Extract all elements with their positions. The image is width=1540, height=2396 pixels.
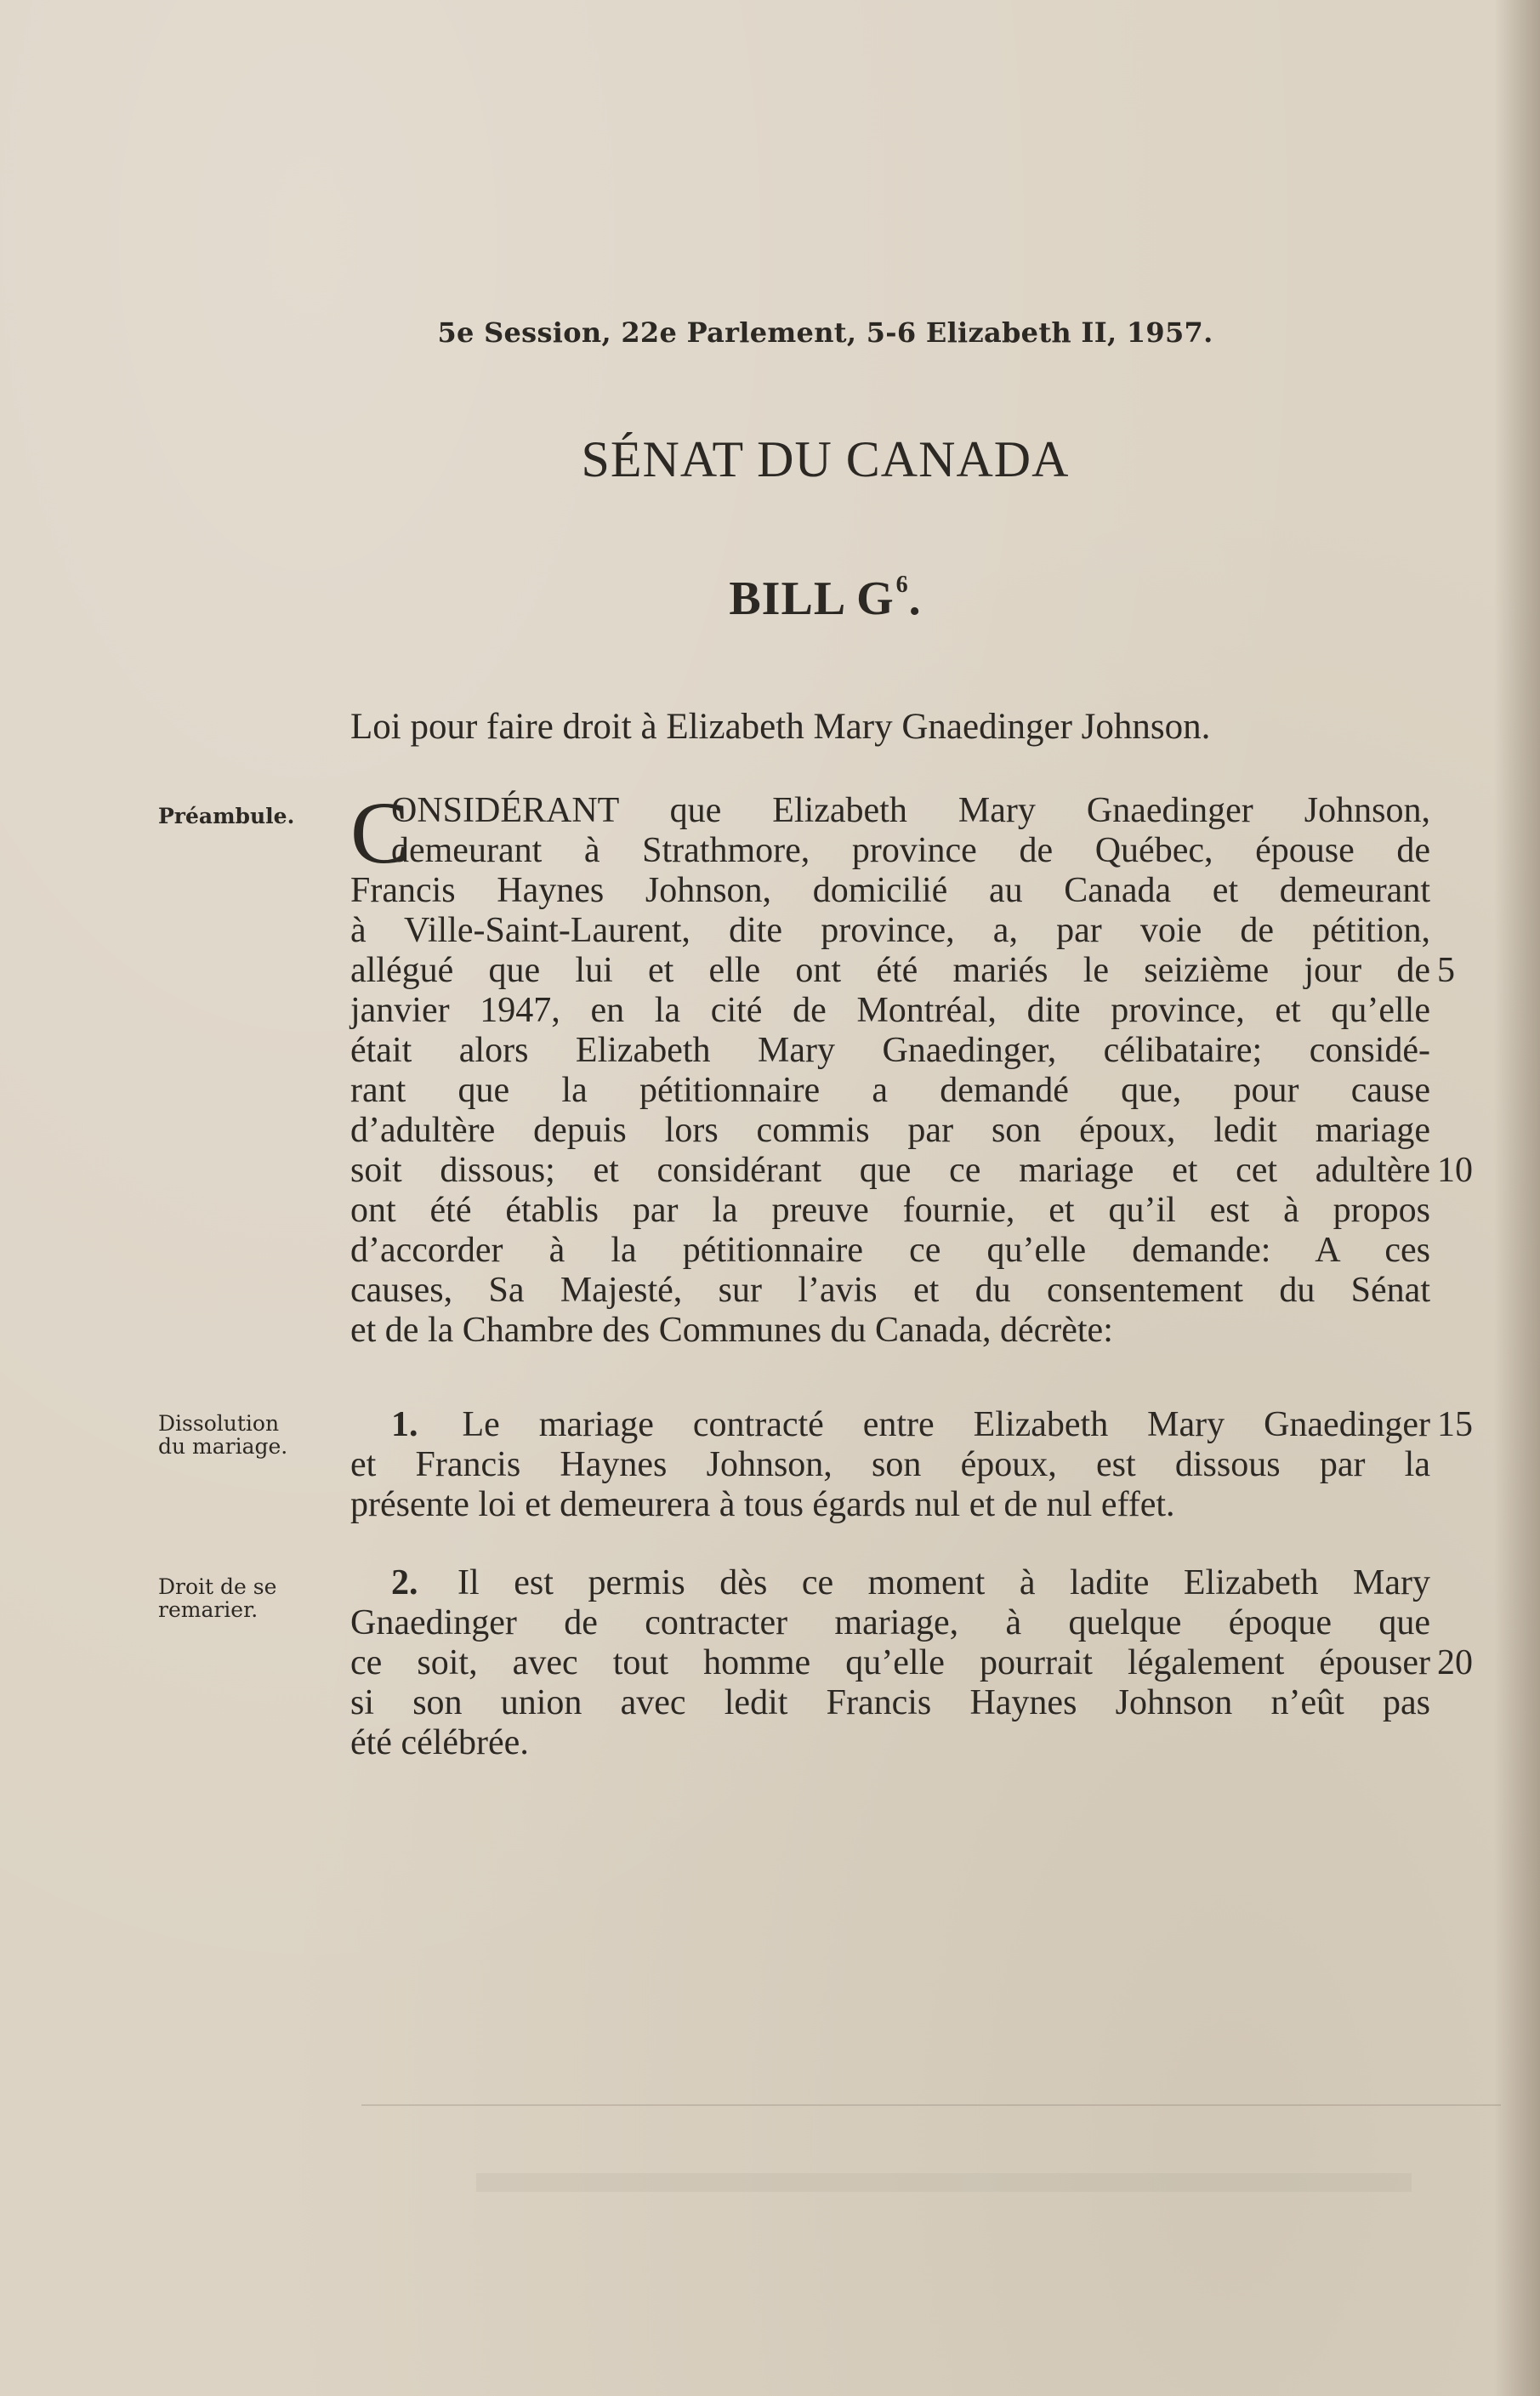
- line-number-5: 5: [1437, 951, 1455, 990]
- section-2-line: été célébrée.: [350, 1723, 529, 1762]
- bill-title-superscript: 6: [895, 572, 909, 598]
- preamble-line: Francis Haynes Johnson, domicilié au Canada et demeurant: [350, 871, 1430, 910]
- marginal-note-preamble: Préambule.: [158, 804, 295, 828]
- show-through-rule: [361, 2104, 1501, 2106]
- section-1-line: et Francis Haynes Johnson, son époux, est dissous par la: [350, 1445, 1430, 1484]
- marginal-note-dissolution-line2: du mariage.: [158, 1434, 288, 1459]
- section-1-first-text: Le mariage contracté entre Elizabeth Mary Gnaedinger: [462, 1405, 1430, 1444]
- preamble-line: causes, Sa Majesté, sur l’avis et du consentement du Sénat: [350, 1271, 1430, 1310]
- session-header: 5e Session, 22e Parlement, 5-6 Elizabeth II, 1957.: [437, 316, 1213, 349]
- preamble-line: d’adultère depuis lors commis par son époux, ledit mariage: [350, 1111, 1430, 1150]
- preamble-line: rant que la pétitionnaire a demandé que, pour cause: [350, 1071, 1430, 1110]
- marginal-note-remarry-line1: Droit de se: [158, 1574, 277, 1599]
- preamble-line: demeurant à Strathmore, province de Québec, épouse de: [391, 831, 1430, 870]
- act-title: Loi pour faire droit à Elizabeth Mary Gnaedinger Johnson.: [350, 707, 1211, 747]
- section-1-line: présente loi et demeurera à tous égards nul et de nul effet.: [350, 1485, 1175, 1524]
- section-2-number: 2.: [391, 1563, 418, 1602]
- bill-title: [0, 572, 1540, 626]
- bill-title-main: BILL G: [729, 572, 895, 625]
- line-number-20: 20: [1437, 1643, 1473, 1682]
- bill-title-period: .: [908, 572, 922, 625]
- line-number-15: 15: [1437, 1405, 1473, 1444]
- preamble-line: janvier 1947, en la cité de Montréal, dite province, et qu’elle: [350, 991, 1430, 1030]
- section-2: [350, 1563, 1430, 1763]
- line-number-10: 10: [1437, 1151, 1473, 1190]
- chamber-title: SÉNAT DU CANADA: [581, 431, 1070, 487]
- preamble-dropcap: C: [350, 784, 410, 882]
- marginal-note-remarry: [158, 1575, 320, 1621]
- preamble-paragraph: [350, 784, 1430, 1351]
- preamble-line: d’accorder à la pétitionnaire ce qu’elle demande: A ces: [350, 1231, 1430, 1270]
- preamble-line: était alors Elizabeth Mary Gnaedinger, célibataire; considé-: [350, 1031, 1430, 1070]
- preamble-line: soit dissous; et considérant que ce mariage et cet adultère: [350, 1151, 1430, 1190]
- section-1: [350, 1405, 1430, 1525]
- section-2-line: ce soit, avec tout homme qu’elle pourrait légalement épouser: [350, 1643, 1430, 1682]
- preamble-line: allégué que lui et elle ont été mariés le seizième jour de: [350, 951, 1430, 990]
- section-2-first-text: Il est permis dès ce moment à ladite Elizabeth Mary: [457, 1563, 1430, 1602]
- preamble-line: ont été établis par la preuve fournie, et qu’il est à propos: [350, 1191, 1430, 1230]
- preamble-line: à Ville-Saint-Laurent, dite province, a, par voie de pétition,: [350, 911, 1430, 950]
- show-through-text: [476, 2173, 1412, 2192]
- section-2-line: si son union avec ledit Francis Haynes Johnson n’eût pas: [350, 1683, 1430, 1722]
- marginal-note-dissolution-line1: Dissolution: [158, 1411, 280, 1436]
- marginal-note-dissolution: [158, 1412, 320, 1458]
- section-2-line: [350, 1563, 1430, 1603]
- section-1-number: 1.: [391, 1405, 418, 1444]
- preamble-line: et de la Chambre des Communes du Canada, décrète:: [350, 1311, 1113, 1350]
- section-2-line: Gnaedinger de contracter mariage, à quelque époque que: [350, 1603, 1430, 1642]
- marginal-note-remarry-line2: remarier.: [158, 1597, 259, 1622]
- section-1-line: [350, 1405, 1430, 1445]
- preamble-line: ONSIDÉRANT que Elizabeth Mary Gnaedinger Johnson,: [391, 791, 1430, 830]
